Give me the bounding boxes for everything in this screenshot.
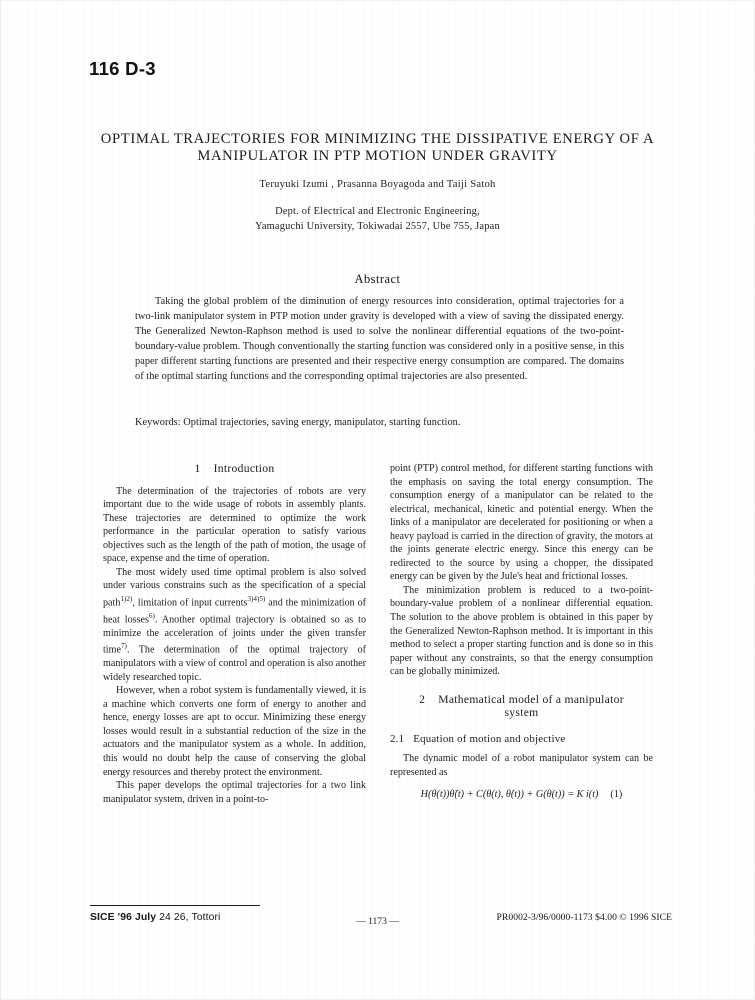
paper-title: OPTIMAL TRAJECTORIES FOR MINIMIZING THE DISSIPATIVE ENERGY OF A MANIPULATOR IN PTP MOTION UNDER GRAVITY bbox=[100, 131, 655, 165]
subsection-title: Equation of motion and objective bbox=[413, 732, 566, 745]
section-title-2-line-1: Mathematical model of a manipulator bbox=[438, 692, 624, 706]
section-heading-model bbox=[390, 693, 653, 720]
intro-paragraph-4-right: point (PTP) control method, for different starting functions with the emphasis on saving the total energy consumption. The consumption energy of a manipulator can be related to the electrical, mechanical, kinetic and potential energy. When the links of a manipulator are decelerated for positioning or when a heavy payload is carried in the direction of gravity, the motors at the joints generate electric energy. Since this energy can be redirected to the source by using a chopper, the dissipated energy can be given by the Jule's heat and frictional losses. bbox=[390, 463, 653, 583]
section-number-2: 2 bbox=[419, 692, 426, 706]
affiliation-line-1: Dept. of Electrical and Electronic Engineering, bbox=[275, 205, 480, 217]
author-list: Teruyuki Izumi , Prasanna Boyagoda and Taiji Satoh bbox=[259, 178, 496, 190]
citation-4: 7) bbox=[120, 642, 127, 651]
affiliation bbox=[95, 204, 660, 234]
section-title: Introduction bbox=[213, 462, 275, 475]
running-head: 116 D-3 bbox=[89, 58, 156, 79]
section-heading-introduction bbox=[103, 462, 366, 476]
intro-p2-seg-e: . The determination of the optimal trajectory of manipulators with a view of control and operation is also another widely researched topic. bbox=[103, 644, 366, 683]
footer-venue-name: SICE '96 bbox=[90, 912, 132, 923]
citation-3: 6) bbox=[148, 611, 155, 620]
title-block bbox=[95, 131, 660, 234]
body-columns bbox=[0, 462, 755, 882]
intro-paragraph-4-left: This paper develops the optimal trajectories for a two link manipulator system, driven in a point-to- bbox=[103, 780, 366, 805]
intro-p2-seg-b: , limitation of input currents bbox=[132, 597, 248, 609]
subsection-heading-equation-of-motion bbox=[390, 733, 653, 747]
intro-paragraph-2 bbox=[103, 566, 366, 684]
intro-p2-seg-d: . Another optimal trajectory is obtained so as to minimize the acceleration of joints under the given transfer time bbox=[103, 614, 366, 656]
section-title-2-line-2: system bbox=[504, 706, 539, 720]
equation-1 bbox=[390, 788, 653, 802]
equation-1-number: (1) bbox=[610, 789, 623, 801]
equation-1-expression: H(θ(t))θ̈(t) + C(θ(t), θ̇(t)) + G(θ(t)) = K i(t) bbox=[420, 789, 599, 801]
abstract-body: Taking the global problem of the diminution of energy resources into consideration, optimal trajectories for a two-link manipulator system in PTP motion under gravity is developed with a view of saving the dissipated energy. The Generalized Newton-Raphson method is used to solve the nonlinear differential equations of the two-point-boundary-value problem. Though conventionally the starting function was considered only in a positive sense, in this paper different starting functions are presented and their respective energy consumption are compared. The domains of the optimal starting functions and the corresponding optimal trajectories are also presented. bbox=[135, 296, 624, 383]
column-left bbox=[103, 462, 366, 806]
page-number: — 1173 — bbox=[356, 916, 399, 927]
footer-copyright: PR0002-3/96/0000-1173 $4.00 © 1996 SICE bbox=[496, 912, 672, 923]
intro-paragraph-1: The determination of the trajectories of robots are very important due to the wide usage of robots in assembly plants. These trajectories are determined to optimize the work performance in the particular operation to satisfy various objectives such as the length of the path of motion, the usage of space, expense and the time of operation. bbox=[103, 485, 366, 565]
intro-paragraph-3: However, when a robot system is fundamentally viewed, it is a machine which converts one form of energy to another and hence, energy losses are apt to occur. Minimizing these energy losses would result in a substantial reduction of the size in the actuators and the manipulator system as a whole. In addition, this would no doubt help the cause of conserving the global energy resources and thereby protect the environment. bbox=[103, 685, 366, 778]
intro-paragraph-5: The minimization problem is reduced to a two-point-boundary-value problem of a nonlinear differential equation. The solution to the above problem is obtained in this paper by the Generalized Newton-Raphson method. It is important in this method to select a proper starting function and is done so in this paper without any constraints, so that the energy consumption can be globally minimized. bbox=[390, 584, 653, 678]
abstract-heading: Abstract bbox=[354, 272, 401, 286]
column-right bbox=[390, 462, 653, 802]
affiliation-line-2: Yamaguchi University, Tokiwadai 2557, Ube 755, Japan bbox=[255, 221, 500, 233]
intro-p2-seg-c: and the minimization of heat losses bbox=[103, 597, 366, 626]
model-paragraph-1: The dynamic model of a robot manipulator system can be represented as bbox=[390, 753, 653, 778]
citation-2: 3)4)5) bbox=[247, 594, 266, 603]
footer-month: July bbox=[134, 912, 157, 923]
citation-1: 1)2) bbox=[120, 594, 133, 603]
section-number: 1 bbox=[194, 462, 201, 475]
keywords-line: Keywords: Optimal trajectories, saving energy, manipulator, starting function. bbox=[135, 417, 461, 428]
subsection-number: 2.1 bbox=[390, 732, 405, 745]
intro-p2-seg-a: The most widely used time optimal problem is also solved under various constrains such as the specification of a special path bbox=[103, 566, 366, 609]
footer-rule bbox=[90, 905, 260, 906]
footer-dates: 24 26, Tottori bbox=[159, 912, 221, 923]
